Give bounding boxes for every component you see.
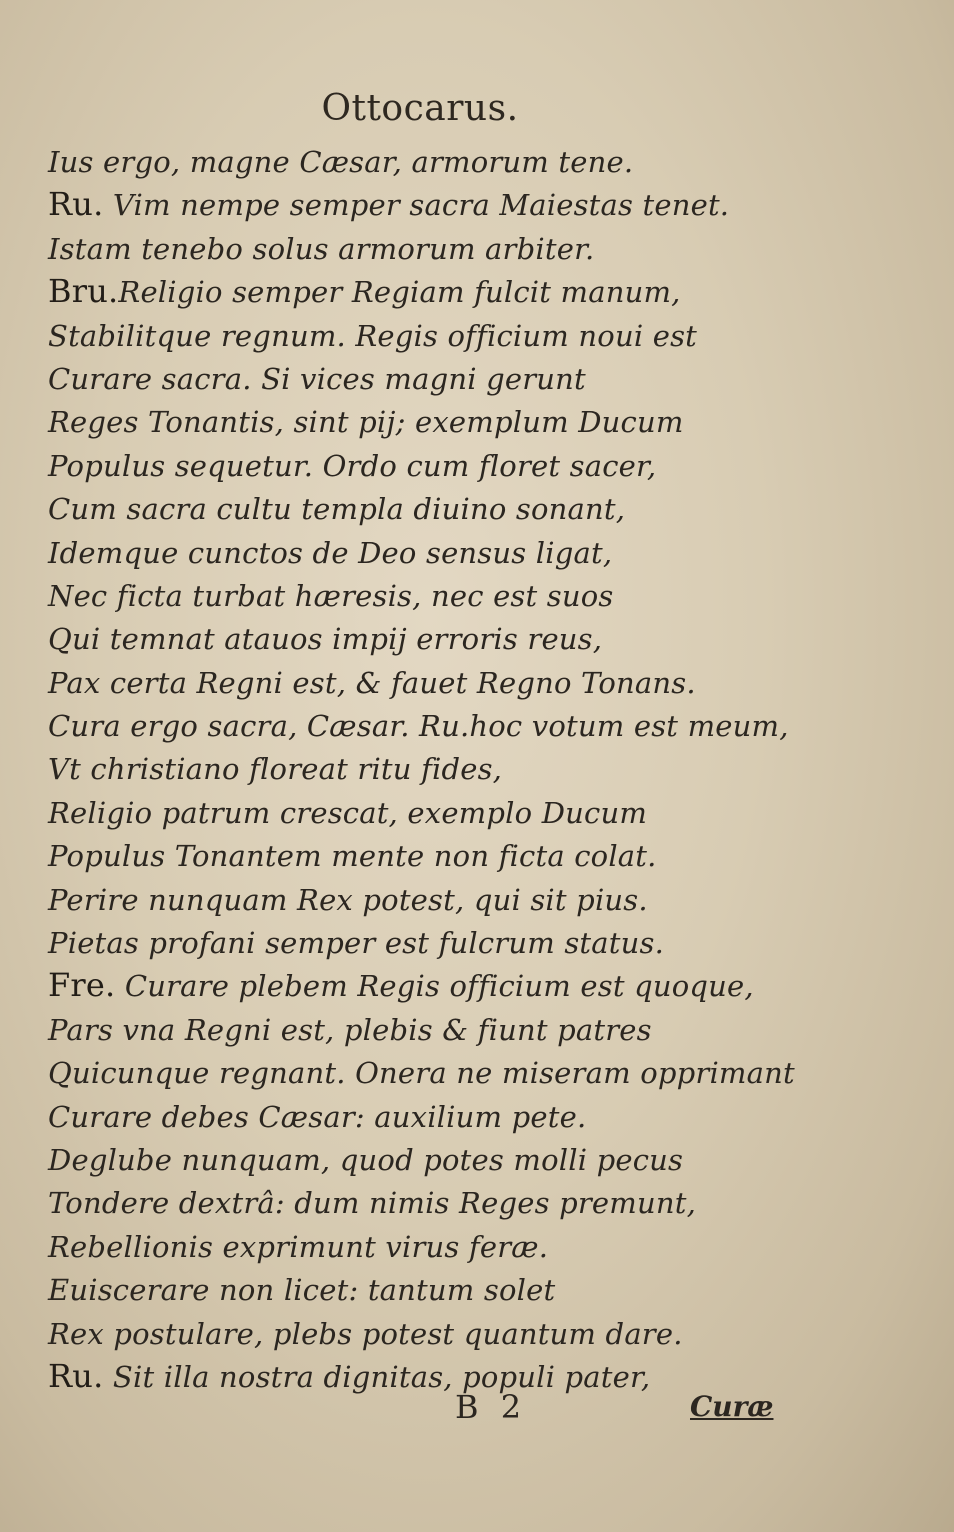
verse-line bbox=[48, 270, 808, 313]
verse-text-span: Vt christiano floreat ritu fides, bbox=[48, 752, 503, 787]
verse-line bbox=[48, 921, 808, 964]
verse-text-span: Pietas profani semper est fulcrum status. bbox=[48, 926, 664, 961]
verse-line bbox=[48, 617, 808, 660]
verse-text-span: Religio semper Regiam fulcit manum, bbox=[118, 275, 681, 310]
verse-text-span: Curare plebem Regis officium est quoque, bbox=[115, 969, 754, 1004]
speaker-label: Ru. bbox=[48, 185, 104, 224]
verse-line bbox=[48, 1095, 808, 1138]
verse-text-span: Curare debes Cæsar: auxilium pete. bbox=[48, 1099, 587, 1134]
verse-line bbox=[48, 531, 808, 574]
verse-line bbox=[48, 444, 808, 487]
verse-text bbox=[48, 140, 808, 1398]
verse-text-span: Sit illa nostra dignitas, populi pater, bbox=[103, 1359, 651, 1394]
verse-line bbox=[48, 747, 808, 790]
verse-line bbox=[48, 183, 808, 226]
verse-text-span: Rebellionis exprimunt virus feræ. bbox=[48, 1229, 549, 1264]
verse-text-span: Curare sacra. Si vices magni gerunt bbox=[48, 361, 586, 396]
verse-line bbox=[48, 1008, 808, 1051]
verse-text-span: Ius ergo, magne Cæsar, armorum tene. bbox=[48, 145, 634, 179]
verse-text-span: Deglube nunquam, quod potes molli pecus bbox=[48, 1142, 684, 1177]
verse-line bbox=[48, 400, 808, 443]
verse-line bbox=[48, 1312, 808, 1355]
verse-text-span: Pars vna Regni est, plebis & fiunt patres bbox=[48, 1012, 652, 1047]
verse-line bbox=[48, 227, 808, 270]
catchword: Curæ bbox=[690, 1390, 774, 1423]
verse-text-span: Perire nunquam Rex potest, qui sit pius. bbox=[48, 882, 648, 917]
verse-text-span: Religio patrum crescat, exemplo Ducum bbox=[48, 795, 648, 830]
verse-text-span: Stabilitque regnum. Regis officium noui est bbox=[48, 318, 698, 353]
verse-text-span: Pax certa Regni est, & fauet Regno Tonans. bbox=[48, 665, 696, 700]
verse-line bbox=[48, 140, 808, 183]
verse-text-span: Reges Tonantis, sint pij; exemplum Ducum bbox=[48, 405, 684, 440]
verse-text-span: Istam tenebo solus armorum arbiter. bbox=[48, 231, 595, 266]
verse-line bbox=[48, 487, 808, 530]
verse-text-span: Vim nempe semper sacra Maiestas tenet. bbox=[103, 188, 730, 223]
verse-text-span: Nec ficta turbat hæresis, nec est suos bbox=[48, 578, 614, 613]
verse-line bbox=[48, 1268, 808, 1311]
verse-line bbox=[48, 964, 808, 1007]
verse-text-span: Euiscerare non licet: tantum solet bbox=[48, 1273, 556, 1308]
verse-text-span: Tondere dextrâ: dum nimis Reges premunt, bbox=[48, 1186, 696, 1221]
speaker-label: Ru. bbox=[48, 1356, 104, 1395]
verse-line bbox=[48, 661, 808, 704]
verse-text-span: Idemque cunctos de Deo sensus ligat, bbox=[48, 535, 613, 570]
verse-text-span: Cum sacra cultu templa diuino sonant, bbox=[48, 492, 626, 527]
speaker-label: Bru. bbox=[48, 272, 119, 311]
verse-line bbox=[48, 878, 808, 921]
verse-line bbox=[48, 1138, 808, 1181]
verse-line bbox=[48, 357, 808, 400]
verse-line bbox=[48, 1181, 808, 1224]
speaker-label: Fre. bbox=[48, 966, 116, 1005]
verse-line bbox=[48, 314, 808, 357]
verse-text-span: Populus Tonantem mente non ficta colat. bbox=[48, 839, 657, 874]
verse-text-span: Cura ergo sacra, Cæsar. Ru.hoc votum est meum, bbox=[48, 709, 789, 744]
verse-text-span: Rex postulare, plebs potest quantum dare. bbox=[48, 1316, 683, 1351]
verse-line bbox=[48, 1225, 808, 1268]
verse-line bbox=[48, 574, 808, 617]
verse-text-span: Populus sequetur. Ordo cum floret sacer, bbox=[48, 448, 657, 483]
signature-mark: B 2 bbox=[455, 1388, 528, 1426]
verse-line bbox=[48, 704, 808, 747]
verse-text-span: Quicunque regnant. Onera ne miseram opprimant bbox=[48, 1056, 795, 1091]
verse-text-span: Qui temnat atauos impij erroris reus, bbox=[48, 622, 603, 657]
verse-line bbox=[48, 791, 808, 834]
page-footer bbox=[0, 1388, 954, 1438]
running-head: Ottocarus. bbox=[321, 88, 519, 129]
verse-line bbox=[48, 1051, 808, 1094]
verse-line bbox=[48, 834, 808, 877]
